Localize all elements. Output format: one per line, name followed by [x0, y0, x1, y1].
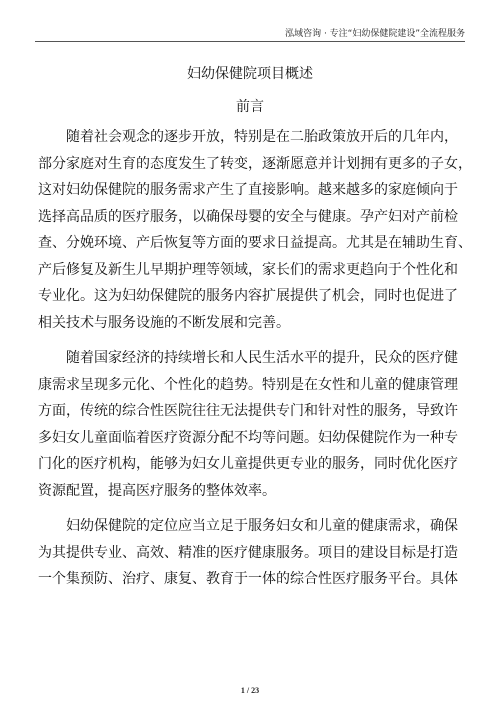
text-line: 门化的医疗机构，能够为妇女儿童提供更专业的服务，同时优化医疗 — [38, 456, 458, 472]
text-line: 多妇女儿童面临着医疗资源分配不均等问题。妇幼保健院作为一种专 — [38, 429, 458, 446]
text-line: 康需求呈现多元化、个性化的趋势。特别是在女性和儿童的健康管理 — [38, 376, 458, 393]
text-line: 一个集预防、治疗、康复、教育于一体的综合性医疗服务平台。具体 — [38, 571, 458, 587]
paragraph-3 — [38, 513, 468, 593]
text-line: 随着社会观念的逐步开放，特别是在二胎政策放开后的几年内， — [66, 129, 458, 145]
text-line: 随着国家经济的持续增长和人民生活水平的提升，民众的医疗健 — [66, 350, 458, 366]
text-line: 部分家庭对生育的态度发生了转变，逐渐愿意并计划拥有更多的子女， — [38, 155, 472, 172]
document-title: 妇幼保健院项目概述 — [187, 66, 313, 82]
text-line: 妇幼保健院的定位应当立足于服务妇女和儿童的健康需求，确保 — [66, 518, 458, 534]
text-line: 选择高品质的医疗服务，以确保母婴的安全与健康。孕产妇对产前检 — [38, 208, 458, 225]
paragraph-1 — [38, 124, 472, 336]
section-heading: 前言 — [236, 99, 264, 115]
header-divider — [35, 41, 465, 42]
page-number: 1 / 23 — [240, 686, 260, 695]
text-line: 产后修复及新生儿早期护理等领域，家长们的需求更趋向于个性化和 — [38, 261, 458, 278]
text-line: 这对妇幼保健院的服务需求产生了直接影响。越来越多的家庭倾向于 — [38, 182, 458, 198]
text-line: 相关技术与服务设施的不断发展和完善。 — [38, 314, 290, 331]
body-text — [38, 124, 472, 602]
text-line: 专业化。这为妇幼保健院的服务内容扩展提供了机会，同时也促进了 — [38, 288, 458, 304]
text-line: 方面，传统的综合性医院往往无法提供专门和针对性的服务，导致许 — [38, 403, 458, 419]
page-header: 泓域咨询 · 专注“妇幼保健院建设”全流程服务 — [285, 29, 465, 39]
text-line: 资源配置，提高医疗服务的整体效率。 — [38, 482, 276, 499]
text-line: 为其提供专业、高效、精准的医疗健康服务。项目的建设目标是打造 — [38, 544, 458, 561]
paragraph-2 — [38, 345, 468, 504]
text-line: 查、分娩环境、产后恢复等方面的要求日益提高。尤其是在辅助生育、 — [38, 235, 472, 251]
